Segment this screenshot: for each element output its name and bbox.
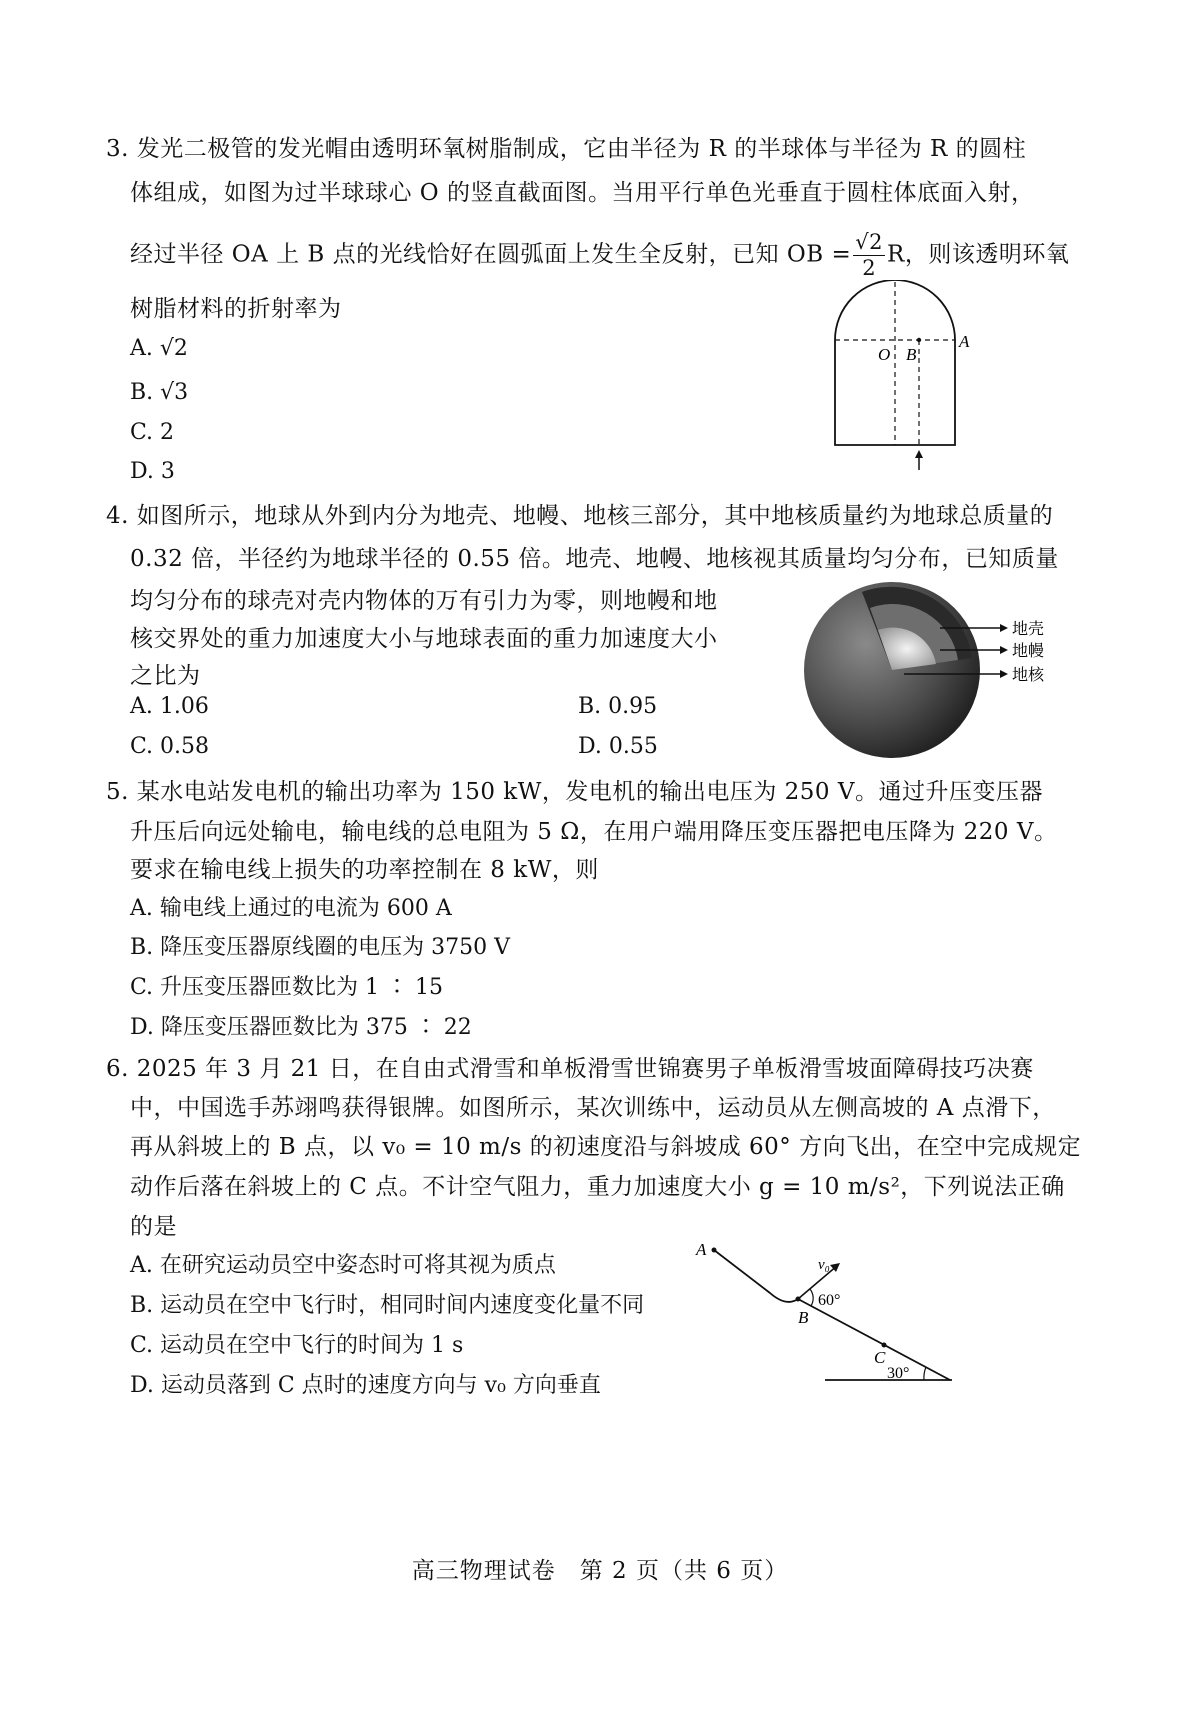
q6-line-3: 再从斜坡上的 B 点，以 v₀ = 10 m/s 的初速度沿与斜坡成 60° 方向飞出，在空中完成规定 <box>130 1134 1082 1160</box>
q5-option-c: C. 升压变压器匝数比为 1 ∶ 15 <box>130 975 444 1000</box>
q3-option-d: D. 3 <box>130 459 175 484</box>
q4-label-core: 地核 <box>1012 665 1045 684</box>
q6-line-5: 的是 <box>130 1214 177 1240</box>
q6-label-angle-30: 30° <box>887 1365 910 1382</box>
q5-option-a: A. 输电线上通过的电流为 600 A <box>130 896 452 921</box>
q6-label-c: C <box>874 1348 886 1367</box>
q6-option-c: C. 运动员在空中飞行的时间为 1 s <box>130 1333 464 1358</box>
q3-option-b: B. √3 <box>130 380 189 405</box>
q6-label-angle-60: 60° <box>818 1292 841 1309</box>
q6-figure-ski-slope <box>690 1235 960 1395</box>
q3-label-a: A <box>959 332 970 351</box>
q4-line-2: 0.32 倍，半径约为地球半径的 0.55 倍。地壳、地幔、地核视其质量均匀分布，已知质量 <box>130 546 1059 572</box>
q4-label-mantle: 地幔 <box>1012 641 1045 660</box>
q3-option-c: C. 2 <box>130 420 175 445</box>
q5-line-1: 5. 某水电站发电机的输出功率为 150 kW，发电机的输出电压为 250 V。通过升压变压器 <box>106 779 1043 805</box>
q3-fraction <box>853 232 885 279</box>
q4-line-5: 之比为 <box>130 663 201 689</box>
q3-fraction-den: 2 <box>862 256 877 280</box>
q6-label-v0: v₀ <box>818 1257 830 1273</box>
q5-line-3: 要求在输电线上损失的功率控制在 8 kW，则 <box>130 857 599 883</box>
q4-label-crust: 地壳 <box>1012 619 1045 638</box>
q6-option-a: A. 在研究运动员空中姿态时可将其视为质点 <box>130 1253 556 1278</box>
q3-line-4: 树脂材料的折射率为 <box>130 296 342 322</box>
q3-option-a: A. √2 <box>130 336 188 361</box>
q3-line-2: 体组成，如图为过半球球心 O 的竖直截面图。当用平行单色光垂直于圆柱体底面入射， <box>130 180 1035 206</box>
q4-option-c: C. 0.58 <box>130 734 210 759</box>
q3-label-b: B <box>906 345 917 364</box>
q6-line-1: 6. 2025 年 3 月 21 日，在自由式滑雪和单板滑雪世锦赛男子单板滑雪坡面障碍技巧决赛 <box>106 1056 1034 1082</box>
q5-line-2: 升压后向远处输电，输电线的总电阻为 5 Ω，在用户端用降压变压器把电压降为 220 V。 <box>130 819 1058 845</box>
q3-line-3 <box>130 232 1069 279</box>
q3-line-3a: 经过半径 OA 上 B 点的光线恰好在圆弧面上发生全反射，已知 OB = <box>130 241 852 268</box>
q6-label-a: A <box>696 1240 707 1259</box>
q5-option-b: B. 降压变压器原线圈的电压为 3750 V <box>130 935 511 960</box>
page-footer: 高三物理试卷 第 2 页（共 6 页） <box>411 1558 789 1584</box>
q6-option-b: B. 运动员在空中飞行时，相同时间内速度变化量不同 <box>130 1293 645 1318</box>
q6-option-d: D. 运动员落到 C 点时的速度方向与 v₀ 方向垂直 <box>130 1373 601 1398</box>
q3-fraction-num: √2 <box>855 230 884 254</box>
q3-label-o: O <box>878 345 891 364</box>
q4-option-d: D. 0.55 <box>578 734 658 759</box>
q6-line-2: 中，中国选手苏翊鸣获得银牌。如图所示，某次训练中，运动员从左侧高坡的 A 点滑下， <box>130 1095 1056 1121</box>
q3-line-1: 3. 发光二极管的发光帽由透明环氧树脂制成，它由半径为 R 的半球体与半径为 R 的圆柱 <box>106 136 1027 162</box>
q6-label-b: B <box>798 1308 809 1327</box>
q4-option-a: A. 1.06 <box>130 694 209 719</box>
q6-line-4: 动作后落在斜坡上的 C 点。不计空气阻力，重力加速度大小 g = 10 m/s²，下列说法正确 <box>130 1174 1065 1200</box>
q4-line-4: 核交界处的重力加速度大小与地球表面的重力加速度大小 <box>130 626 718 652</box>
q5-option-d: D. 降压变压器匝数比为 375 ∶ 22 <box>130 1015 472 1040</box>
q4-figure-earth-layers <box>800 580 1050 760</box>
q4-line-3: 均匀分布的球壳对壳内物体的万有引力为零，则地幔和地 <box>130 588 718 614</box>
q3-figure-led-cross-section <box>820 280 970 480</box>
q4-option-b: B. 0.95 <box>578 694 658 719</box>
q4-line-1: 4. 如图所示，地球从外到内分为地壳、地幔、地核三部分，其中地核质量约为地球总质量的 <box>106 503 1054 529</box>
q3-line-3b: R，则该透明环氧 <box>887 241 1070 268</box>
